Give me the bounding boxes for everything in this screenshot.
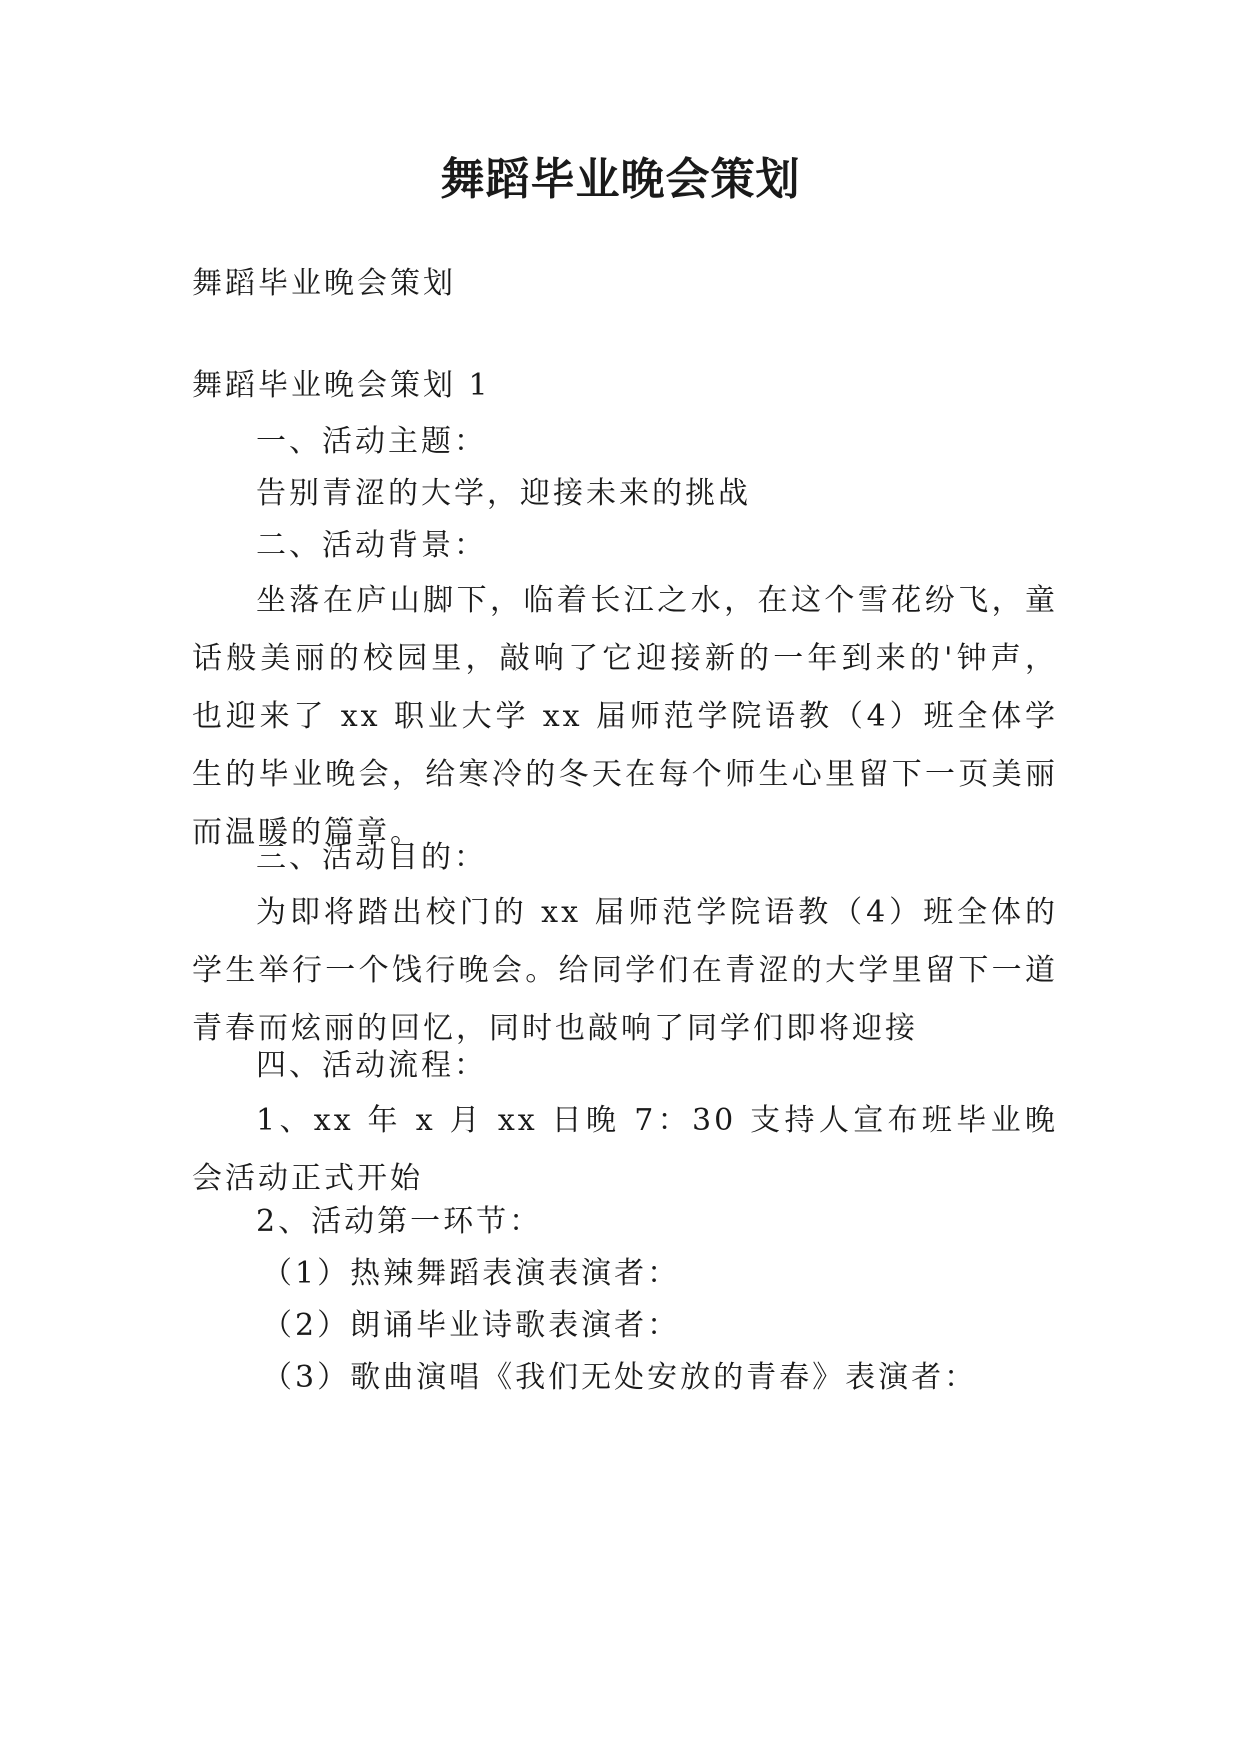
purpose-paragraph: 为即将踏出校门的 xx 届师范学院语教（4）班全体的学生举行一个饯行晚会。给同学们在青涩的大学里留下一道青春而炫丽的回忆，同时也敲响了同学们即将迎接	[192, 895, 1058, 1046]
sub-item-3: （3）歌曲演唱《我们无处安放的青春》表演者：	[262, 1360, 978, 1395]
document-subtitle: 舞蹈毕业晚会策划	[192, 266, 456, 301]
process-heading: 四、活动流程：	[256, 1048, 487, 1083]
background-heading: 二、活动背景：	[256, 528, 487, 563]
background-paragraph: 坐落在庐山脚下，临着长江之水，在这个雪花纷飞，童话般美丽的校园里，敲响了它迎接新的一年到来的'钟声，也迎来了 xx 职业大学 xx 届师范学院语教（4）班全体学生的毕业晚会，给寒冷的冬天在每个师生心里留下一页美丽而温暖的篇章。	[192, 583, 1058, 850]
theme-text: 告别青涩的大学，迎接未来的挑战	[256, 476, 751, 511]
process-item-1: 1、xx 年 x 月 xx 日晚 7：30 支持人宣布班毕业晚会活动正式开始	[192, 1103, 1058, 1196]
sub-item-1: （1）热辣舞蹈表演表演者：	[262, 1256, 681, 1291]
sub-item-2: （2）朗诵毕业诗歌表演者：	[262, 1308, 681, 1343]
section-heading: 舞蹈毕业晚会策划 1	[192, 368, 491, 403]
process-item-2: 2、活动第一环节：	[256, 1204, 543, 1239]
document-title: 舞蹈毕业晚会策划	[440, 154, 801, 205]
purpose-heading: 三、活动目的：	[256, 840, 487, 875]
theme-heading: 一、活动主题：	[256, 424, 487, 459]
